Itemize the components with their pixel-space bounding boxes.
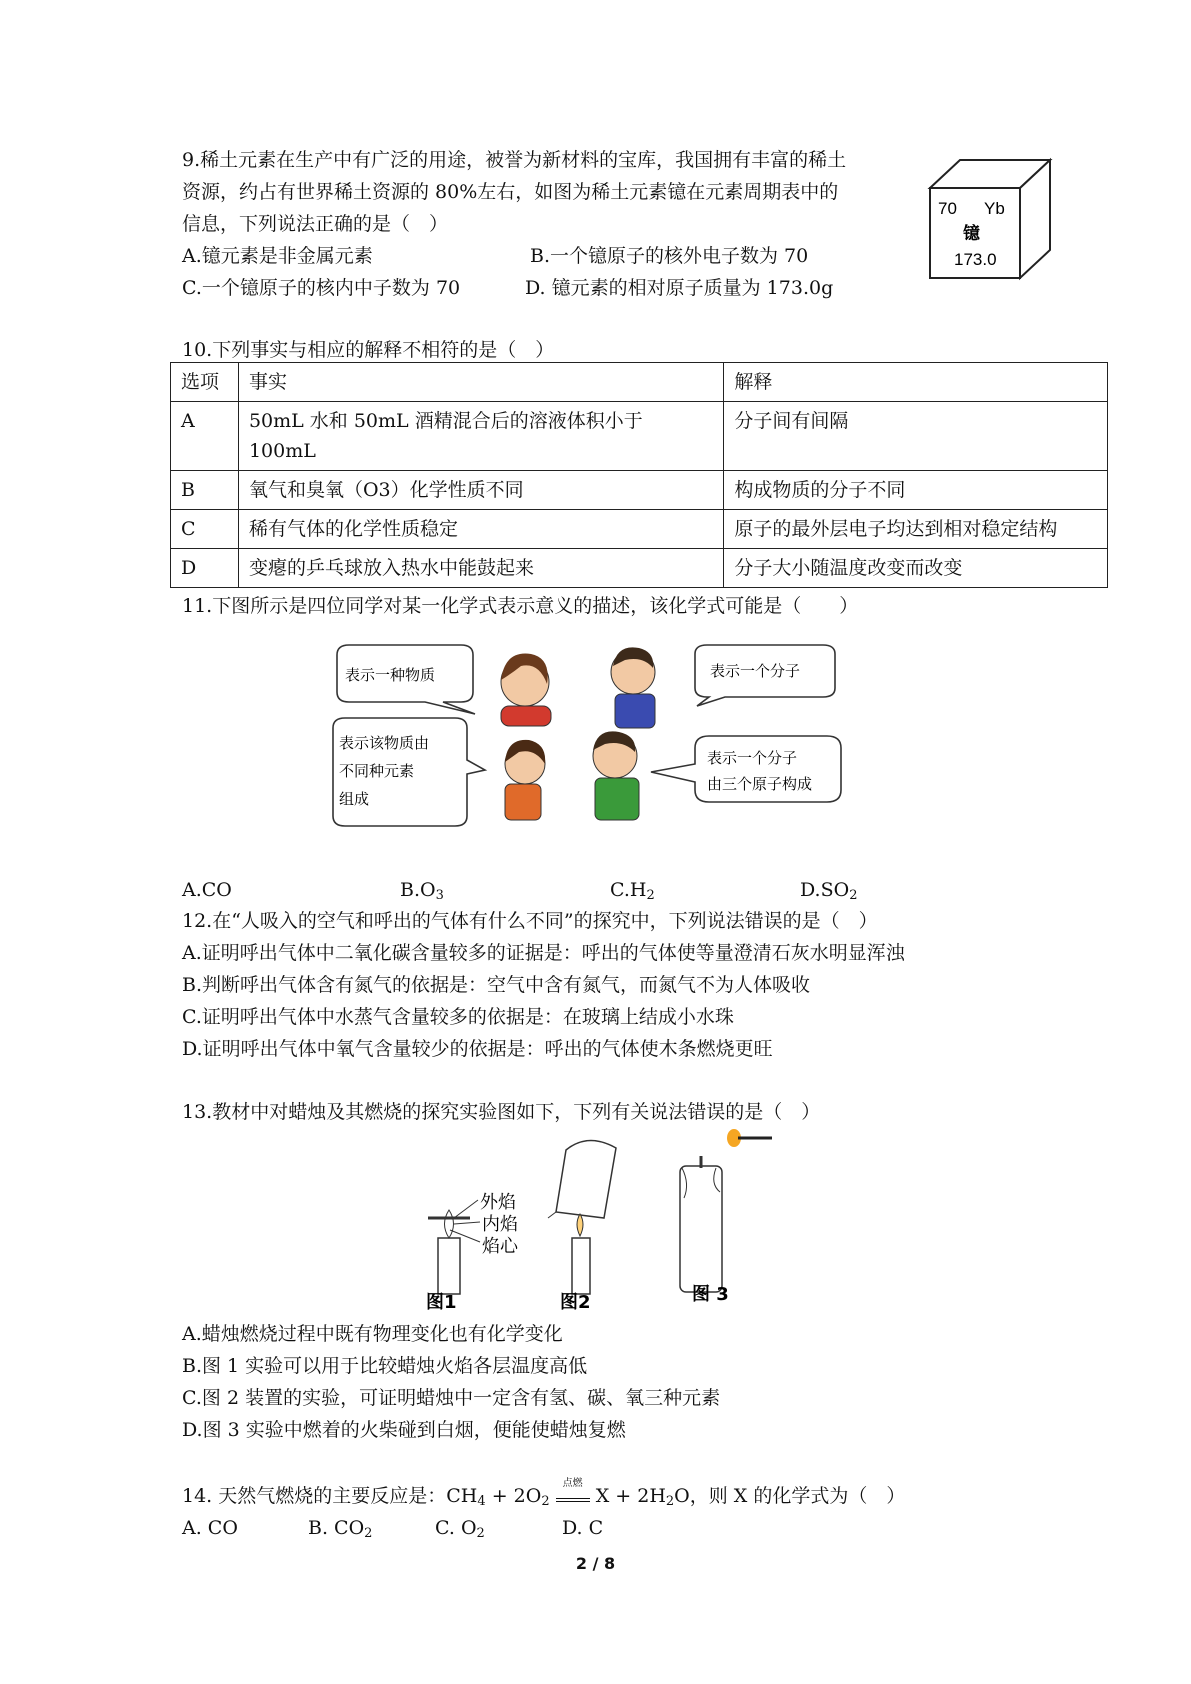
fig1-label: 图1	[426, 1292, 457, 1312]
q12-stem: 12.在“人吸入的空气和呼出的气体有什么不同”的探究中，下列说法错误的是（ ）	[182, 910, 878, 932]
q9-line-1: 9.稀土元素在生产中有广泛的用途，被誉为新材料的宝库，我国拥有丰富的稀土	[182, 149, 847, 171]
row-explanation: 构成物质的分子不同	[724, 471, 1108, 510]
q14-option-b: B. $CO_2$	[308, 1517, 373, 1541]
q10-stem: 10.下列事实与相应的解释不相符的是（ ）	[182, 339, 555, 361]
q13-option-d: D.图 3 实验中燃着的火柴碰到白烟，便能使蜡烛复燃	[182, 1419, 626, 1441]
row-option: C	[171, 510, 239, 549]
q10-table	[170, 362, 1108, 588]
q13-option-b: B.图 1 实验可以用于比较蜡烛火焰各层温度高低	[182, 1355, 588, 1377]
q13-option-c: C.图 2 装置的实验，可证明蜡烛中一定含有氢、碳、氧三种元素	[182, 1387, 721, 1409]
q13-option-a: A.蜡烛燃烧过程中既有物理变化也有化学变化	[182, 1323, 563, 1345]
q9-option-b: B.一个镱原子的核外电子数为 70	[530, 245, 809, 267]
q13-stem: 13.教材中对蜡烛及其燃烧的探究实验图如下，下列有关说法错误的是（ ）	[182, 1101, 821, 1123]
row-fact: 变瘪的乒乓球放入热水中能鼓起来	[238, 549, 723, 588]
q14-option-c: C. $O_2$	[435, 1517, 485, 1541]
q12-option-a: A.证明呼出气体中二氧化碳含量较多的证据是：呼出的气体使等量澄清石灰水明显浑浊	[182, 942, 905, 964]
header-explanation: 解释	[724, 363, 1108, 402]
row-option: A	[171, 402, 239, 471]
q11-option-a: A.CO	[182, 879, 232, 901]
bubble-element-line2: 不同种元素	[339, 762, 415, 780]
row-explanation: 分子间有间隔	[724, 402, 1108, 471]
table-header-row	[171, 363, 1108, 402]
bubble-molecule: 表示一个分子	[710, 662, 801, 680]
fig2-label: 图2	[560, 1292, 591, 1312]
q12-option-d: D.证明呼出气体中氧气含量较少的依据是：呼出的气体使木条燃烧更旺	[182, 1038, 773, 1060]
bubble-three-atoms-line1: 表示一个分子	[707, 749, 798, 767]
student-girl-1-icon	[501, 654, 551, 726]
q9-option-c: C.一个镱原子的核内中子数为 70	[182, 277, 461, 299]
bubble-substance: 表示一种物质	[345, 666, 436, 684]
header-fact: 事实	[238, 363, 723, 402]
fig3-label: 图 3	[692, 1284, 729, 1305]
table-row	[171, 510, 1108, 549]
table-row	[171, 471, 1108, 510]
element-cell-figure	[926, 154, 1056, 286]
match-icon	[727, 1129, 772, 1147]
label-outer-flame: 外焰	[480, 1192, 516, 1213]
table-row	[171, 549, 1108, 588]
q11-option-c: $C.H_2$	[610, 879, 655, 903]
row-option: D	[171, 549, 239, 588]
q14-option-d: D. C	[562, 1517, 604, 1539]
page-number: 2 / 8	[575, 1554, 616, 1573]
element-mass: 173.0	[954, 250, 997, 269]
element-name: 镱	[963, 224, 980, 244]
q14-stem: 14. 天然气燃烧的主要反应是：$CH_4 + 2O_2$ 点燃 $X + 2H_2O$，则 X 的化学式为（ ）	[182, 1478, 906, 1509]
row-explanation: 分子大小随温度改变而改变	[724, 549, 1108, 588]
header-option: 选项	[171, 363, 239, 402]
element-atomic-number: 70	[938, 199, 957, 218]
candle-1-icon	[428, 1200, 480, 1294]
row-option: B	[171, 471, 239, 510]
row-fact: 50mL 水和 50mL 酒精混合后的溶液体积小于 100mL	[238, 402, 723, 471]
reaction-condition: 点燃	[562, 1478, 583, 1489]
students-illustration	[325, 640, 900, 850]
q12-option-b: B.判断呼出气体含有氮气的依据是：空气中含有氮气，而氮气不为人体吸收	[182, 974, 811, 996]
q12-option-c: C.证明呼出气体中水蒸气含量较多的依据是：在玻璃上结成小水珠	[182, 1006, 734, 1028]
table-row	[171, 402, 1108, 471]
q11-stem: 11.下图所示是四位同学对某一化学式表示意义的描述，该化学式可能是（ ）	[182, 595, 859, 617]
q14-option-a: A. CO	[182, 1517, 238, 1539]
student-girl-2-icon	[505, 740, 545, 820]
q9-option-a: A.镱元素是非金属元素	[182, 245, 373, 267]
row-explanation: 原子的最外层电子均达到相对稳定结构	[724, 510, 1108, 549]
candle-2-icon	[548, 1140, 616, 1294]
bubble-three-atoms-line2: 由三个原子构成	[707, 775, 813, 793]
q9-option-d: D. 镱元素的相对原子质量为 173.0g	[525, 277, 834, 299]
label-inner-flame: 内焰	[482, 1214, 518, 1235]
candle-3-icon	[680, 1156, 722, 1292]
q11-option-d: $D.SO_2$	[800, 879, 858, 903]
label-flame-core: 焰心	[482, 1236, 518, 1257]
student-boy-1-icon	[611, 647, 655, 728]
row-fact: 氧气和臭氧（O3）化学性质不同	[238, 471, 723, 510]
row-fact: 稀有气体的化学性质稳定	[238, 510, 723, 549]
q9-line-2: 资源，约占有世界稀土资源的 80%左右，如图为稀土元素镱在元素周期表中的	[182, 181, 839, 203]
student-boy-2-icon	[593, 731, 639, 820]
q9-line-3: 信息，下列说法正确的是（ ）	[182, 213, 449, 235]
bubble-element-line1: 表示该物质由	[339, 734, 430, 752]
bubble-element-line3: 组成	[339, 790, 370, 808]
candle-figures	[420, 1126, 800, 1312]
q11-option-b: $B.O_3$	[400, 879, 444, 903]
element-symbol: Yb	[984, 199, 1005, 218]
reaction-arrow	[556, 1478, 590, 1502]
